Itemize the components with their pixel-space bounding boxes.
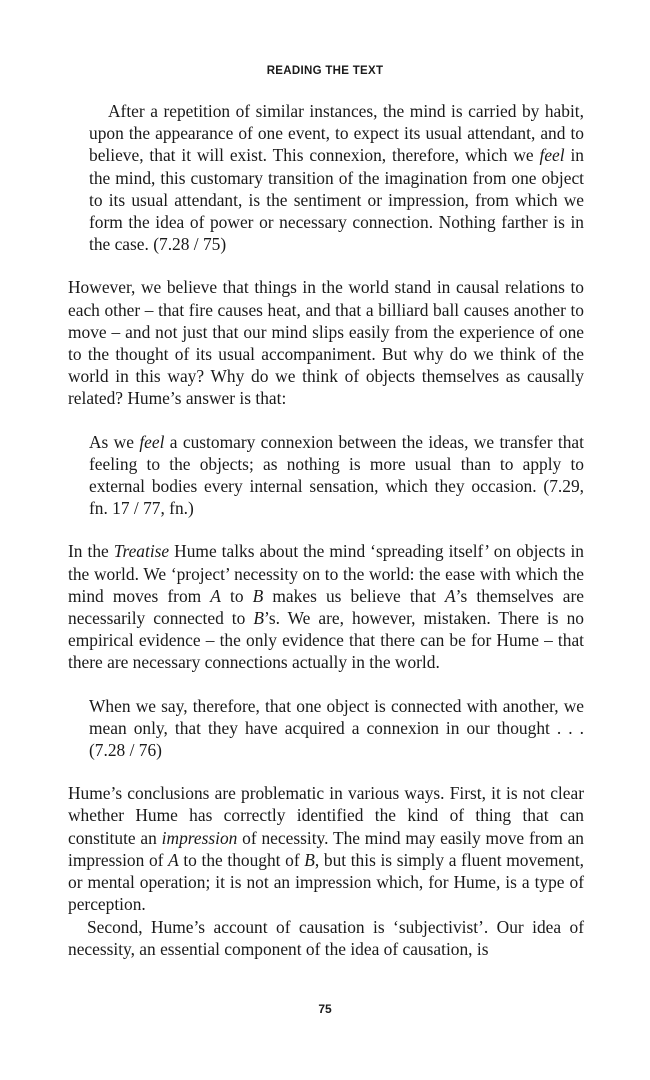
- body-text: [68, 100, 584, 960]
- block-quote-1: After a repetition of similar instances, the mind is carried by habit, upon the appearance of one event, to expect its usual attendant, and to believe, that it will exist. This connexion, therefore, which we feel in the mind, this customary transition of the imagination from one object to its usual attendant, is the sentiment or impression, from which we form the idea of power or necessary connection. Nothing farther is in the case. (7.28 / 75): [89, 101, 585, 255]
- block-quote-3: When we say, therefore, that one object is connected with another, we mean only, that they have acquired a connexion in our thought . . . (7.28 / 76): [89, 695, 584, 761]
- running-header: READING THE TEXT: [266, 65, 384, 77]
- paragraph-4: Second, Hume’s account of causation is ‘subjectivist’. Our idea of necessity, an essential component of the idea of causation, is: [68, 916, 584, 959]
- paragraph-3: Hume’s conclusions are problematic in various ways. First, it is not clear whether Hume has correctly identified the kind of thing that can constitute an impression of necessity. The mind may easily move from an impression of A to the thought of B, but this is simply a fluent movement, or mental operation; it is not an impression which, for Hume, is a type of perception.: [68, 783, 584, 915]
- page-number: 75: [318, 1002, 332, 1016]
- paragraph-1: However, we believe that things in the world stand in causal relations to each other – that fire causes heat, and that a billiard ball causes another to move – and not just that our mind slips easily from the experience of one to the thought of its usual accompaniment. But why do we think of the world in this way? Why do we think of objects themselves as causally related? Hume’s answer is that:: [68, 277, 584, 409]
- block-quote-2: As we feel a customary connexion between the ideas, we transfer that feeling to the objects; as nothing is more usual than to apply to external bodies every internal sensation, which they occasion. (7.29, fn. 17 / 77, fn.): [89, 431, 584, 519]
- paragraph-2: In the Treatise Hume talks about the mind ‘spreading itself’ on objects in the world. We ‘project’ necessity on to the world: the ease with which the mind moves from A to B makes us believe that A’s themselves are necessarily connected to B’s. We are, however, mistaken. There is no empirical evidence – the only evidence that there can be for Hume – that there are necessary connections actually in the world.: [68, 541, 584, 673]
